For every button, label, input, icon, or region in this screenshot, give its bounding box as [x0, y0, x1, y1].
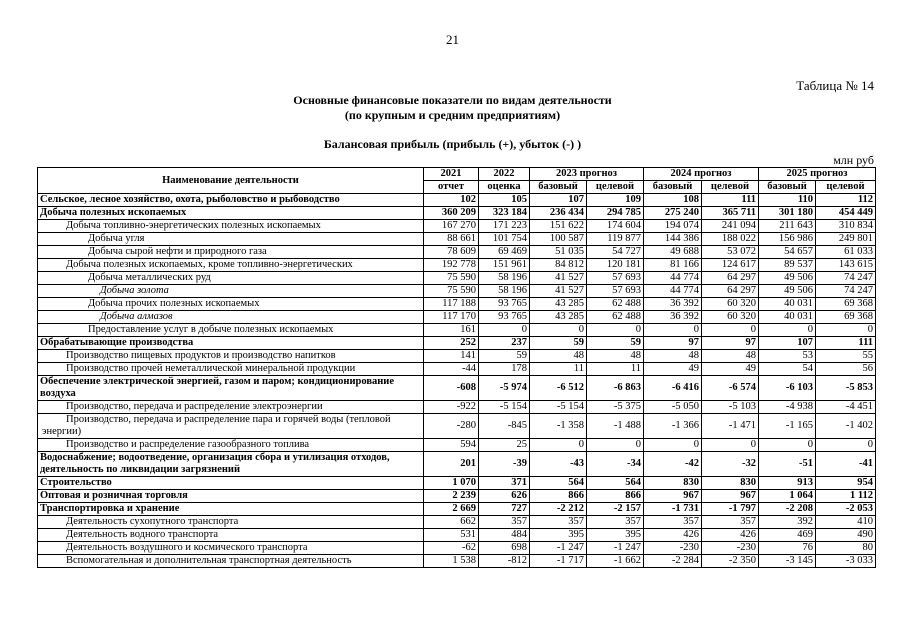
row-value-cell: 156 986	[759, 233, 816, 246]
row-value-cell: 100 587	[530, 233, 587, 246]
row-value-cell: 107	[759, 337, 816, 350]
table-row	[38, 555, 876, 568]
row-activity-name: Производство, передача и распределение электроэнергии	[38, 401, 424, 414]
row-value-cell: 1 064	[759, 490, 816, 503]
row-value-cell: 211 643	[759, 220, 816, 233]
row-value-cell: -41	[816, 452, 876, 477]
row-value-cell: 51 035	[530, 246, 587, 259]
table-row	[38, 311, 876, 324]
row-value-cell: 59	[479, 350, 530, 363]
row-value-cell: 454 449	[816, 207, 876, 220]
row-value-cell: 151 961	[479, 259, 530, 272]
table-row	[38, 337, 876, 350]
row-value-cell: 43 285	[530, 298, 587, 311]
row-value-cell: -51	[759, 452, 816, 477]
row-value-cell: -608	[424, 376, 479, 401]
row-value-cell: 60 320	[702, 298, 759, 311]
row-activity-name: Деятельность водного транспорта	[38, 529, 424, 542]
header-2022: 2022	[479, 168, 530, 181]
row-value-cell: 59	[530, 337, 587, 350]
row-value-cell: 54	[759, 363, 816, 376]
row-value-cell: 564	[530, 477, 587, 490]
row-value-cell: 93 765	[479, 298, 530, 311]
row-value-cell: -5 853	[816, 376, 876, 401]
table-row	[38, 272, 876, 285]
row-value-cell: -6 416	[644, 376, 702, 401]
table-row	[38, 324, 876, 337]
table-row	[38, 490, 876, 503]
row-value-cell: 426	[644, 529, 702, 542]
row-activity-name: Производство прочей неметаллической минеральной продукции	[38, 363, 424, 376]
row-value-cell: 323 184	[479, 207, 530, 220]
row-value-cell: 151 622	[530, 220, 587, 233]
row-value-cell: 97	[644, 337, 702, 350]
row-value-cell: 69 368	[816, 298, 876, 311]
row-value-cell: 275 240	[644, 207, 702, 220]
row-value-cell: -1 797	[702, 503, 759, 516]
page-number: 21	[446, 32, 459, 47]
row-value-cell: 1 538	[424, 555, 479, 568]
row-value-cell: 830	[702, 477, 759, 490]
row-value-cell: -3 145	[759, 555, 816, 568]
row-value-cell: 174 604	[587, 220, 644, 233]
row-value-cell: -845	[479, 414, 530, 439]
row-value-cell: -2 157	[587, 503, 644, 516]
row-value-cell: 119 877	[587, 233, 644, 246]
table-row	[38, 207, 876, 220]
row-value-cell: 36 392	[644, 311, 702, 324]
row-value-cell: -2 284	[644, 555, 702, 568]
row-value-cell: 48	[702, 350, 759, 363]
table-subtitle: Балансовая прибыль (прибыль (+), убыток (-) )	[323, 137, 582, 151]
row-value-cell: -1 165	[759, 414, 816, 439]
row-activity-name: Строительство	[38, 477, 424, 490]
row-value-cell: 0	[702, 439, 759, 452]
row-value-cell: 194 074	[644, 220, 702, 233]
row-value-cell: 49 506	[759, 285, 816, 298]
row-value-cell: 357	[587, 516, 644, 529]
row-value-cell: 0	[816, 324, 876, 337]
row-value-cell: -230	[644, 542, 702, 555]
row-value-cell: 171 223	[479, 220, 530, 233]
row-value-cell: 0	[702, 324, 759, 337]
row-value-cell: 74 247	[816, 272, 876, 285]
row-value-cell: 40 031	[759, 311, 816, 324]
table-row	[38, 452, 876, 477]
header-2024-base: базовый	[644, 181, 702, 194]
row-value-cell: 56	[816, 363, 876, 376]
row-value-cell: 93 765	[479, 311, 530, 324]
row-activity-name: Добыча угля	[38, 233, 424, 246]
row-value-cell: -5 154	[530, 401, 587, 414]
row-value-cell: -1 247	[530, 542, 587, 555]
row-value-cell: 830	[644, 477, 702, 490]
row-value-cell: 49 506	[759, 272, 816, 285]
row-value-cell: 0	[587, 324, 644, 337]
row-value-cell: -1 717	[530, 555, 587, 568]
row-value-cell: 365 711	[702, 207, 759, 220]
header-2024-target: целевой	[702, 181, 759, 194]
row-value-cell: -44	[424, 363, 479, 376]
row-value-cell: 108	[644, 194, 702, 207]
table-row	[38, 298, 876, 311]
header-ocenka: оценка	[479, 181, 530, 194]
row-value-cell: -1 358	[530, 414, 587, 439]
row-activity-name: Добыча сырой нефти и природного газа	[38, 246, 424, 259]
row-value-cell: -6 512	[530, 376, 587, 401]
row-value-cell: 117 170	[424, 311, 479, 324]
row-value-cell: 80	[816, 542, 876, 555]
row-value-cell: 237	[479, 337, 530, 350]
table-row	[38, 439, 876, 452]
row-value-cell: 120 181	[587, 259, 644, 272]
header-2021: 2021	[424, 168, 479, 181]
row-value-cell: 371	[479, 477, 530, 490]
row-value-cell: -5 154	[479, 401, 530, 414]
row-value-cell: 76	[759, 542, 816, 555]
row-value-cell: 954	[816, 477, 876, 490]
units-label: млн руб	[833, 153, 874, 167]
row-value-cell: 426	[702, 529, 759, 542]
row-value-cell: 109	[587, 194, 644, 207]
row-activity-name: Производство, передача и распределение пара и горячей воды (тепловой энергии)	[38, 414, 424, 439]
row-value-cell: 236 434	[530, 207, 587, 220]
row-activity-name: Добыча полезных ископаемых	[38, 207, 424, 220]
row-value-cell: 111	[702, 194, 759, 207]
row-value-cell: 866	[530, 490, 587, 503]
row-value-cell: 53 072	[702, 246, 759, 259]
row-value-cell: 58 196	[479, 272, 530, 285]
row-value-cell: 252	[424, 337, 479, 350]
header-2025-base: базовый	[759, 181, 816, 194]
row-activity-name: Добыча топливно-энергетических полезных ископаемых	[38, 220, 424, 233]
row-value-cell: 626	[479, 490, 530, 503]
table-row	[38, 529, 876, 542]
table-row	[38, 542, 876, 555]
row-value-cell: 112	[816, 194, 876, 207]
row-value-cell: 178	[479, 363, 530, 376]
row-value-cell: 11	[587, 363, 644, 376]
row-value-cell: 662	[424, 516, 479, 529]
row-value-cell: 727	[479, 503, 530, 516]
row-value-cell: 357	[644, 516, 702, 529]
row-value-cell: 0	[759, 439, 816, 452]
row-value-cell: 69 469	[479, 246, 530, 259]
row-value-cell: 53	[759, 350, 816, 363]
row-value-cell: 301 180	[759, 207, 816, 220]
row-value-cell: -2 208	[759, 503, 816, 516]
row-activity-name: Предоставление услуг в добыче полезных ископаемых	[38, 324, 424, 337]
header-2025: 2025 прогноз	[759, 168, 876, 181]
row-value-cell: 62 488	[587, 298, 644, 311]
row-value-cell: 41 527	[530, 285, 587, 298]
table-row	[38, 246, 876, 259]
table-row	[38, 401, 876, 414]
table-row	[38, 414, 876, 439]
row-value-cell: -5 974	[479, 376, 530, 401]
row-activity-name: Деятельность воздушного и космического транспорта	[38, 542, 424, 555]
row-value-cell: 78 609	[424, 246, 479, 259]
row-value-cell: -5 050	[644, 401, 702, 414]
row-value-cell: 61 033	[816, 246, 876, 259]
row-value-cell: 294 785	[587, 207, 644, 220]
row-value-cell: 2 669	[424, 503, 479, 516]
row-value-cell: 0	[644, 439, 702, 452]
row-value-cell: 357	[479, 516, 530, 529]
row-value-cell: -5 103	[702, 401, 759, 414]
row-value-cell: 44 774	[644, 272, 702, 285]
table-row	[38, 516, 876, 529]
table-row	[38, 503, 876, 516]
row-value-cell: 0	[530, 439, 587, 452]
row-value-cell: 161	[424, 324, 479, 337]
header-2025-target: целевой	[816, 181, 876, 194]
row-value-cell: 44 774	[644, 285, 702, 298]
row-value-cell: 241 094	[702, 220, 759, 233]
row-value-cell: 392	[759, 516, 816, 529]
row-activity-name: Производство и распределение газообразного топлива	[38, 439, 424, 452]
row-value-cell: 564	[587, 477, 644, 490]
row-value-cell: -922	[424, 401, 479, 414]
title-line-2: (по крупным и средним предприятиям)	[344, 108, 561, 122]
row-value-cell: 64 297	[702, 285, 759, 298]
row-value-cell: 48	[587, 350, 644, 363]
table-label: Таблица № 14	[796, 78, 874, 93]
row-value-cell: 395	[530, 529, 587, 542]
row-value-cell: -4 938	[759, 401, 816, 414]
row-value-cell: 1 070	[424, 477, 479, 490]
table-body	[38, 194, 876, 568]
row-value-cell: 11	[530, 363, 587, 376]
row-value-cell: -280	[424, 414, 479, 439]
header-2023: 2023 прогноз	[530, 168, 644, 181]
row-value-cell: 107	[530, 194, 587, 207]
row-value-cell: -2 350	[702, 555, 759, 568]
row-value-cell: 43 285	[530, 311, 587, 324]
row-value-cell: 0	[816, 439, 876, 452]
row-value-cell: 395	[587, 529, 644, 542]
row-value-cell: 59	[587, 337, 644, 350]
row-value-cell: -4 451	[816, 401, 876, 414]
row-value-cell: 357	[702, 516, 759, 529]
row-value-cell: -1 247	[587, 542, 644, 555]
row-activity-name: Обеспечение электрической энергией, газом и паром; кондиционирование воздуха	[38, 376, 424, 401]
row-value-cell: 117 188	[424, 298, 479, 311]
row-value-cell: 143 615	[816, 259, 876, 272]
row-value-cell: 57 693	[587, 272, 644, 285]
row-value-cell: 201	[424, 452, 479, 477]
row-value-cell: 57 693	[587, 285, 644, 298]
row-value-cell: 40 031	[759, 298, 816, 311]
table-row	[38, 194, 876, 207]
row-value-cell: -42	[644, 452, 702, 477]
row-value-cell: -2 212	[530, 503, 587, 516]
row-value-cell: 249 801	[816, 233, 876, 246]
row-value-cell: 49 688	[644, 246, 702, 259]
row-value-cell: -230	[702, 542, 759, 555]
row-value-cell: 1 112	[816, 490, 876, 503]
row-activity-name: Производство пищевых продуктов и производство напитков	[38, 350, 424, 363]
row-value-cell: 360 209	[424, 207, 479, 220]
row-value-cell: 55	[816, 350, 876, 363]
row-value-cell: 913	[759, 477, 816, 490]
table-row	[38, 285, 876, 298]
row-value-cell: -34	[587, 452, 644, 477]
row-value-cell: 69 368	[816, 311, 876, 324]
row-value-cell: -43	[530, 452, 587, 477]
row-value-cell: 88 661	[424, 233, 479, 246]
row-value-cell: -39	[479, 452, 530, 477]
row-value-cell: 188 022	[702, 233, 759, 246]
row-value-cell: -62	[424, 542, 479, 555]
header-2023-target: целевой	[587, 181, 644, 194]
row-activity-name: Обрабатывающие производства	[38, 337, 424, 350]
row-value-cell: 25	[479, 439, 530, 452]
row-activity-name: Сельское, лесное хозяйство, охота, рыболовство и рыбоводство	[38, 194, 424, 207]
row-value-cell: -6 863	[587, 376, 644, 401]
row-activity-name: Деятельность сухопутного транспорта	[38, 516, 424, 529]
row-value-cell: 0	[530, 324, 587, 337]
row-value-cell: 111	[816, 337, 876, 350]
row-activity-name: Водоснабжение; водоотведение, организация сбора и утилизация отходов, деятельность по ликвидации загрязнений	[38, 452, 424, 477]
row-value-cell: 58 196	[479, 285, 530, 298]
row-value-cell: -1 731	[644, 503, 702, 516]
row-value-cell: 49	[702, 363, 759, 376]
row-value-cell: 62 488	[587, 311, 644, 324]
row-value-cell: 0	[479, 324, 530, 337]
row-value-cell: 357	[530, 516, 587, 529]
financial-table	[37, 167, 876, 568]
row-value-cell: 54 657	[759, 246, 816, 259]
row-value-cell: -1 366	[644, 414, 702, 439]
row-value-cell: 0	[759, 324, 816, 337]
row-value-cell: 89 537	[759, 259, 816, 272]
header-otchet: отчет	[424, 181, 479, 194]
row-value-cell: -1 471	[702, 414, 759, 439]
row-value-cell: 866	[587, 490, 644, 503]
row-value-cell: 124 617	[702, 259, 759, 272]
row-value-cell: 41 527	[530, 272, 587, 285]
row-activity-name: Оптовая и розничная торговля	[38, 490, 424, 503]
row-value-cell: 594	[424, 439, 479, 452]
row-value-cell: 0	[644, 324, 702, 337]
table-title	[0, 93, 905, 123]
row-value-cell: 102	[424, 194, 479, 207]
header-name: Наименование деятельности	[38, 168, 424, 194]
row-value-cell: 144 386	[644, 233, 702, 246]
row-value-cell: 967	[644, 490, 702, 503]
row-value-cell: 97	[702, 337, 759, 350]
row-activity-name: Добыча алмазов	[38, 311, 424, 324]
row-value-cell: 74 247	[816, 285, 876, 298]
row-value-cell: 490	[816, 529, 876, 542]
row-value-cell: 84 812	[530, 259, 587, 272]
row-value-cell: 110	[759, 194, 816, 207]
row-value-cell: 75 590	[424, 272, 479, 285]
row-value-cell: 48	[530, 350, 587, 363]
row-value-cell: 141	[424, 350, 479, 363]
row-value-cell: -6 574	[702, 376, 759, 401]
row-value-cell: -1 402	[816, 414, 876, 439]
row-value-cell: 698	[479, 542, 530, 555]
table-row	[38, 259, 876, 272]
row-value-cell: -1 488	[587, 414, 644, 439]
row-value-cell: -5 375	[587, 401, 644, 414]
row-value-cell: -812	[479, 555, 530, 568]
row-activity-name: Добыча полезных ископаемых, кроме топливно-энергетических	[38, 259, 424, 272]
row-value-cell: -32	[702, 452, 759, 477]
table-row	[38, 363, 876, 376]
row-value-cell: 75 590	[424, 285, 479, 298]
row-value-cell: 469	[759, 529, 816, 542]
row-value-cell: 310 834	[816, 220, 876, 233]
row-activity-name: Добыча золота	[38, 285, 424, 298]
row-value-cell: 967	[702, 490, 759, 503]
header-2024: 2024 прогноз	[644, 168, 759, 181]
header-2023-base: базовый	[530, 181, 587, 194]
table-row	[38, 220, 876, 233]
row-value-cell: 0	[587, 439, 644, 452]
row-value-cell: 101 754	[479, 233, 530, 246]
row-value-cell: 54 727	[587, 246, 644, 259]
row-value-cell: 531	[424, 529, 479, 542]
table-row	[38, 477, 876, 490]
row-value-cell: 484	[479, 529, 530, 542]
row-value-cell: -1 662	[587, 555, 644, 568]
table-row	[38, 376, 876, 401]
row-value-cell: 64 297	[702, 272, 759, 285]
row-activity-name: Транспортировка и хранение	[38, 503, 424, 516]
row-activity-name: Вспомогательная и дополнительная транспортная деятельность	[38, 555, 424, 568]
row-value-cell: 167 270	[424, 220, 479, 233]
table-row	[38, 350, 876, 363]
row-value-cell: 81 166	[644, 259, 702, 272]
row-activity-name: Добыча прочих полезных ископаемых	[38, 298, 424, 311]
row-value-cell: -3 033	[816, 555, 876, 568]
row-value-cell: -2 053	[816, 503, 876, 516]
row-value-cell: -6 103	[759, 376, 816, 401]
row-value-cell: 410	[816, 516, 876, 529]
row-value-cell: 60 320	[702, 311, 759, 324]
row-value-cell: 2 239	[424, 490, 479, 503]
table-row	[38, 233, 876, 246]
row-value-cell: 36 392	[644, 298, 702, 311]
row-value-cell: 49	[644, 363, 702, 376]
title-line-1: Основные финансовые показатели по видам деятельности	[293, 93, 612, 107]
row-value-cell: 105	[479, 194, 530, 207]
row-value-cell: 192 778	[424, 259, 479, 272]
row-value-cell: 48	[644, 350, 702, 363]
row-activity-name: Добыча металлических руд	[38, 272, 424, 285]
